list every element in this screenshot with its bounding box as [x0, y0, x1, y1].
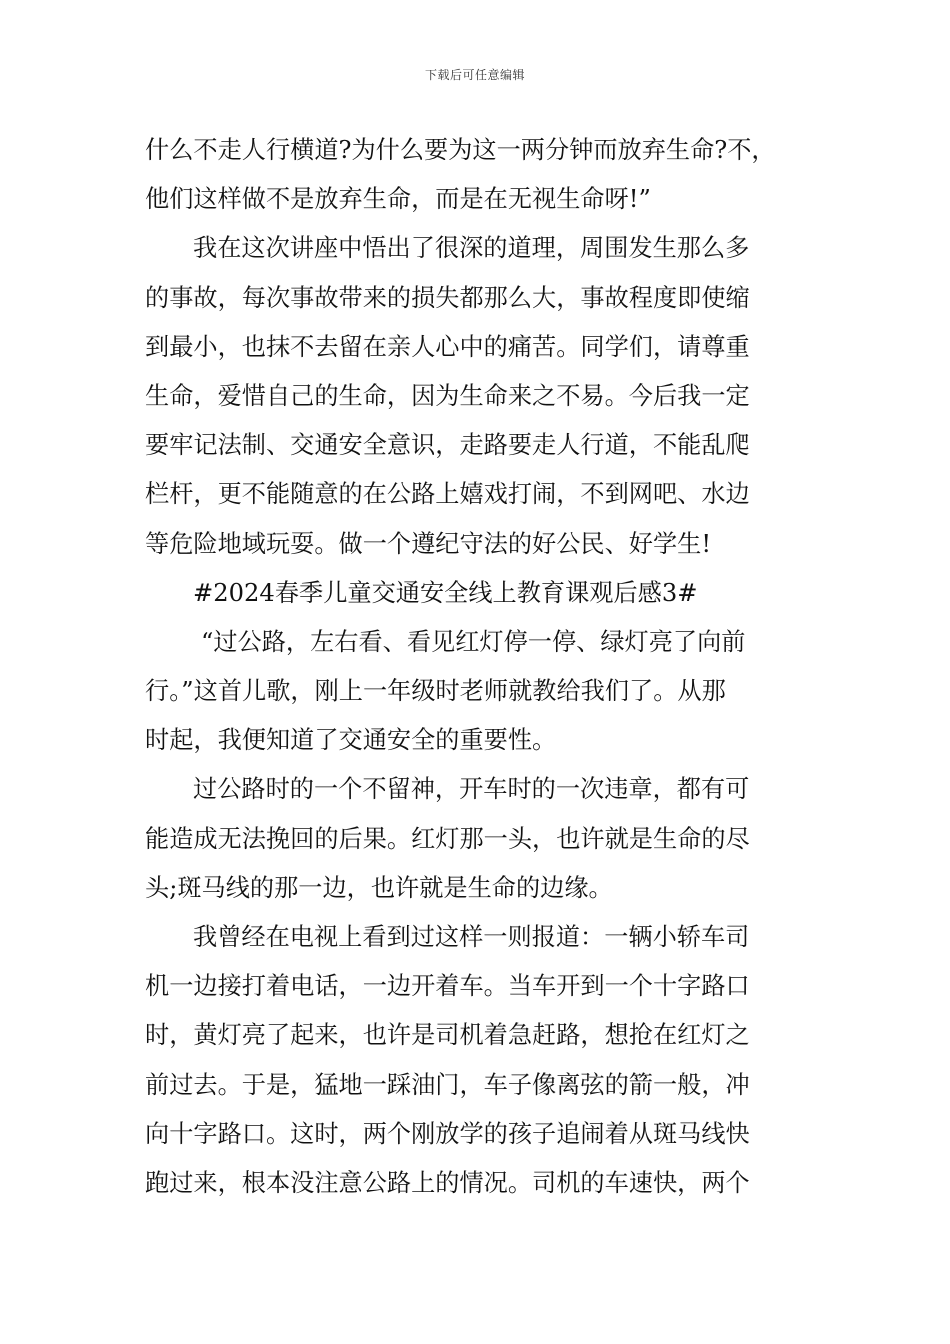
text-line: 什么不走人行横道?为什么要为这一两分钟而放弃生命?不，	[145, 136, 776, 164]
text-line: 跑过来，根本没注意公路上的情况。司机的车速快，两个	[145, 1168, 750, 1197]
text-line: 向十字路口。这时，两个刚放学的孩子追闹着从斑马线快	[145, 1119, 750, 1148]
paragraph-start-line: 我曾经在电视上看到过这样一则报道：一辆小轿车司	[193, 923, 750, 951]
text-line: 时，黄灯亮了起来，也许是司机着急赶路，想抢在红灯之	[145, 1021, 750, 1050]
paragraph-start-line: 过公路时的一个不留神，开车时的一次违章，都有可	[193, 775, 750, 804]
text-line: 要牢记法制、交通安全意识，走路要走人行道，不能乱爬	[145, 431, 750, 460]
text-line: 前过去。于是，猛地一踩油门，车子像离弦的箭一般，冲	[145, 1070, 750, 1099]
text-line: 的事故，每次事故带来的损失都那么大，事故程度即使缩	[145, 283, 750, 312]
text-line: 等危险地域玩耍。做一个遵纪守法的好公民、好学生!	[145, 529, 712, 558]
paragraph-start-line: 我在这次讲座中悟出了很深的道理，周围发生那么多	[193, 234, 750, 263]
text-line: 行。”这首儿歌，刚上一年级时老师就教给我们了。从那	[145, 677, 726, 706]
article-body	[145, 126, 810, 1208]
text-line: 头;斑马线的那一边，也许就是生命的边缘。	[145, 873, 613, 902]
text-line: 他们这样做不是放弃生命，而是在无视生命呀!”	[145, 185, 651, 214]
text-line: 机一边接打着电话，一边开着车。当车开到一个十字路口	[145, 972, 750, 1001]
section-heading: #2024春季儿童交通安全线上教育课观后感3#	[193, 578, 698, 607]
text-line: 时起，我便知道了交通安全的重要性。	[145, 726, 557, 755]
paragraph-start-line: “过公路，左右看、看见红灯停一停、绿灯亮了向前	[201, 627, 746, 656]
text-line: 能造成无法挽回的后果。红灯那一头，也许就是生命的尽	[145, 824, 750, 853]
page-header: 下载后可任意编辑	[424, 68, 525, 82]
text-line: 栏杆，更不能随意的在公路上嬉戏打闹，不到网吧、水边	[145, 480, 750, 509]
text-line: 到最小，也抹不去留在亲人心中的痛苦。同学们，请尊重	[145, 332, 750, 361]
text-line: 生命，爱惜自己的生命，因为生命来之不易。今后我一定	[145, 381, 750, 410]
